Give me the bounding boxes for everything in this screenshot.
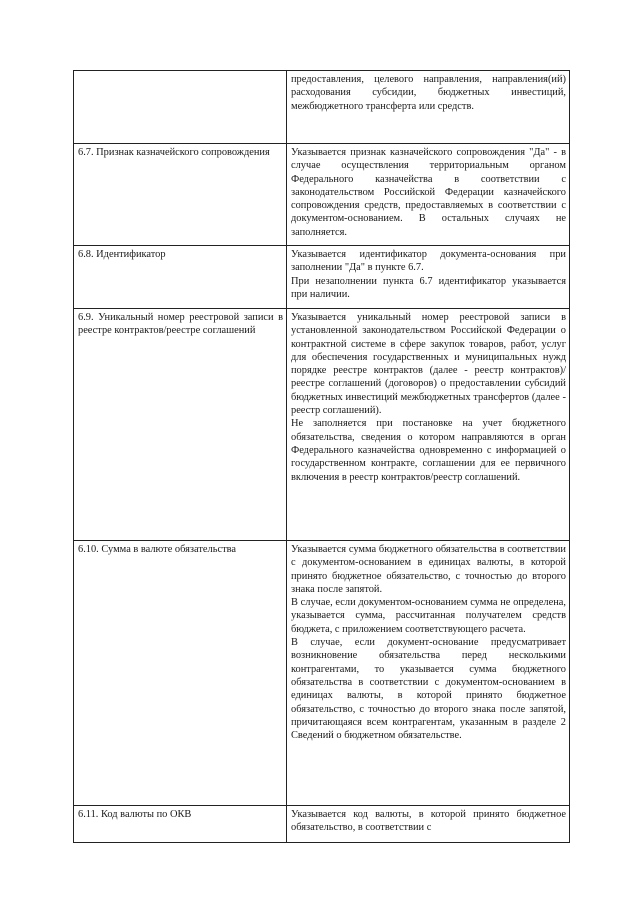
field-description-cell — [287, 71, 570, 144]
field-name-cell — [74, 541, 287, 806]
field-description-cell — [287, 806, 570, 843]
field-name: 6.10. Сумма в валюте обязательства — [78, 544, 236, 555]
field-name: 6.7. Признак казначейского сопровождения — [78, 147, 270, 158]
field-description-paragraph: Указывается признак казначейского сопровождения "Да" - в случае осуществления территориальным органом Федерального казначейства в соответствии с законодательством Российской Федерации казначейского сопровождения средств, предоставляемых в соответствии с документом-основанием. В остальных случаях не заполняется. — [291, 147, 566, 238]
field-description-cell — [287, 246, 570, 309]
field-name-cell — [74, 246, 287, 309]
field-description-paragraph: В случае, если документ-основание предусматривает возникновение обязательства перед несколькими контрагентами, то указывается сумма бюджетного обязательства в соответствии с документом-основанием в единицах валюты, в которой принято бюджетное обязательство, с точностью до второго знака после запятой, причитающаяся всем контрагентам, указанным в разделе 2 Сведений о бюджетном обязательстве. — [291, 637, 566, 742]
table-row — [74, 246, 570, 309]
field-description-paragraph: В случае, если документом-основанием сумма не определена, указывается сумма, рассчитанная получателем средств бюджета, с приложением соответствующего расчета. — [291, 597, 566, 635]
table-row — [74, 71, 570, 144]
table-row — [74, 806, 570, 843]
field-description-paragraph: Указывается уникальный номер реестровой записи в установленной законодательством Российской Федерации о контрактной системе в сфере закупок товаров, работ, услуг для обеспечения государственных и муниципальных нужд порядке реестре контрактов (далее - реестр контрактов)/реестре соглашений (договоров) о предоставлении субсидий бюджетных инвестиций межбюджетных трансфертов (далее - реестр соглашений). — [291, 312, 566, 417]
field-description-cell — [287, 144, 570, 246]
field-name: 6.8. Идентификатор — [78, 249, 166, 260]
field-name-cell — [74, 806, 287, 843]
field-description-paragraph: Указывается код валюты, в которой принято бюджетное обязательство, в соответствии с — [291, 809, 566, 834]
field-description-paragraph: Не заполняется при постановке на учет бюджетного обязательства, сведения о котором направляются в орган Федерального казначейства одновременно с информацией о государственном контракте, соглашении для ее первичного включения в реестр контрактов/реестр соглашений. — [291, 418, 566, 483]
field-description-paragraph: Указывается сумма бюджетного обязательства в соответствии с документом-основанием в единицах валюты, в которой принято бюджетное обязательство, с точностью до второго знака после запятой. — [291, 544, 566, 595]
field-description-table — [73, 70, 570, 843]
field-description-paragraph: Указывается идентификатор документа-основания при заполнении "Да" в пункте 6.7. — [291, 249, 566, 274]
field-description-cell — [287, 309, 570, 541]
table-row — [74, 309, 570, 541]
field-name: 6.11. Код валюты по ОКВ — [78, 809, 192, 820]
field-description-paragraph: При незаполнении пункта 6.7 идентификатор указывается при наличии. — [291, 275, 566, 300]
field-name: 6.9. Уникальный номер реестровой записи в реестре контрактов/реестре соглашений — [78, 312, 283, 337]
table-row — [74, 541, 570, 806]
table-row — [74, 144, 570, 246]
field-description-paragraph: предоставления, целевого направления, направления(ий) расходования субсидии, бюджетных инвестиций, межбюджетного трансферта или средств. — [291, 74, 566, 112]
field-name-cell — [74, 71, 287, 144]
field-description-cell — [287, 541, 570, 806]
field-name-cell — [74, 309, 287, 541]
field-name-cell — [74, 144, 287, 246]
